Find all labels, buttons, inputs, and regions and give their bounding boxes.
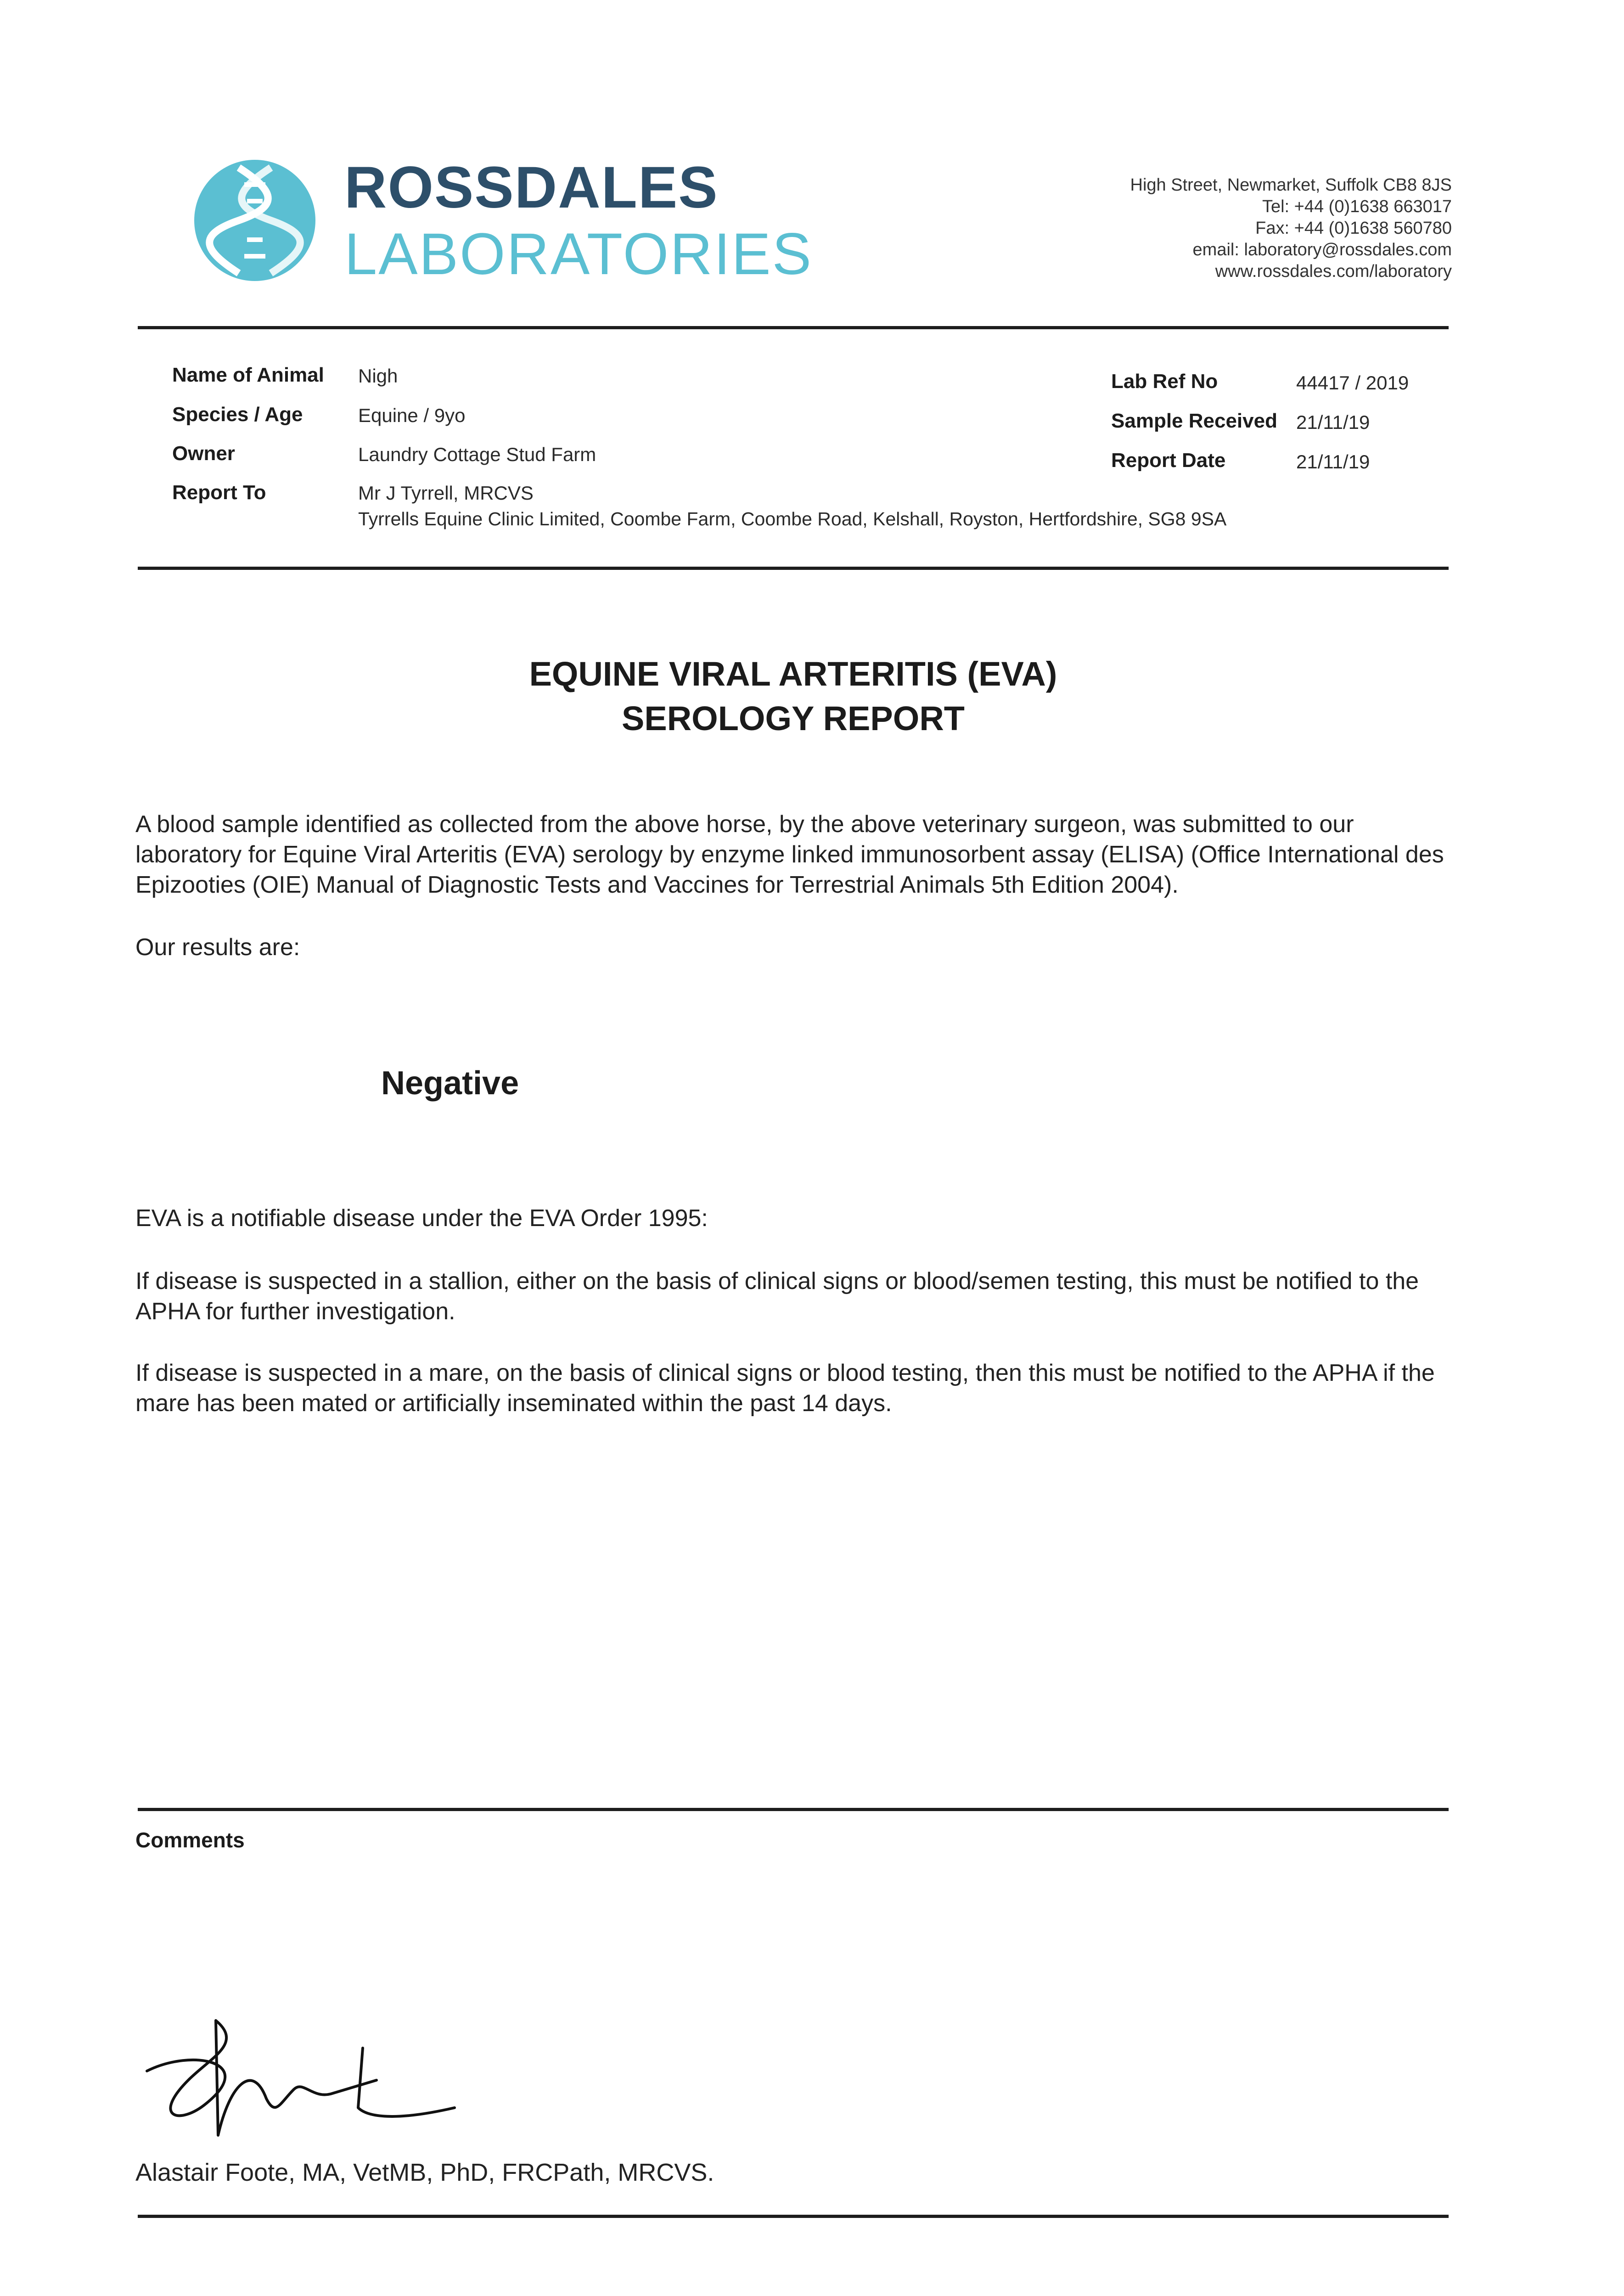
- email: email: laboratory@rossdales.com: [1192, 240, 1452, 259]
- report-to-label: Report To: [172, 481, 266, 504]
- header-divider: [138, 326, 1449, 329]
- comments-divider: [138, 1808, 1449, 1811]
- test-result: Negative: [381, 1065, 519, 1102]
- animal-label: Name of Animal: [172, 364, 324, 386]
- intro-paragraph: A blood sample identified as collected from the above horse, by the above veterinary surgeon, was submitted to our laboratory for Equine Viral Arteritis (EVA) serology by enzyme linked immunosorbent assay (ELISA) (Office International des Epizooties (OIE) Manual of Diagnostic Tests and Vaccines for Terrestrial Animals 5th Edition 2004).: [135, 811, 1444, 898]
- lab-ref-label: Lab Ref No: [1111, 370, 1218, 393]
- report-to-address: Tyrrells Equine Clinic Limited, Coombe Farm, Coombe Road, Kelshall, Royston, Hertfordshire, SG8 9SA: [358, 508, 1227, 529]
- details-divider: [138, 567, 1449, 570]
- notifiable-statement: EVA is a notifiable disease under the EVA Order 1995:: [135, 1205, 708, 1232]
- stallion-note: If disease is suspected in a stallion, either on the basis of clinical signs or blood/semen testing, this must be notified to the APHA for further investigation.: [135, 1268, 1419, 1325]
- address: High Street, Newmarket, Suffolk CB8 8JS: [1130, 175, 1452, 195]
- website: www.rossdales.com/laboratory: [1215, 262, 1452, 281]
- received-label: Sample Received: [1111, 410, 1277, 432]
- species-value: Equine / 9yo: [358, 405, 466, 426]
- brand-name: ROSSDALES: [344, 155, 719, 220]
- telephone: Tel: +44 (0)1638 663017: [1262, 197, 1452, 216]
- report-subtitle: SEROLOGY REPORT: [622, 699, 965, 737]
- report-to-name: Mr J Tyrrell, MRCVS: [358, 482, 534, 504]
- brand-subtitle: LABORATORIES: [344, 221, 813, 287]
- animal-value: Nigh: [358, 365, 398, 387]
- received-value: 21/11/19: [1296, 411, 1370, 433]
- results-intro: Our results are:: [135, 934, 300, 961]
- comments-label: Comments: [135, 1828, 245, 1852]
- signature-image: [138, 2011, 487, 2149]
- dna-logo-icon: [193, 156, 317, 285]
- contact-block: [1039, 174, 1452, 282]
- lab-ref-value: 44417 / 2019: [1296, 372, 1409, 394]
- owner-value: Laundry Cottage Stud Farm: [358, 444, 596, 465]
- report-date-value: 21/11/19: [1296, 451, 1370, 473]
- footer-divider: [138, 2215, 1449, 2218]
- report-date-label: Report Date: [1111, 449, 1226, 472]
- fax: Fax: +44 (0)1638 560780: [1255, 219, 1452, 238]
- mare-note: If disease is suspected in a mare, on the basis of clinical signs or blood testing, then this must be notified to the APHA if the mare has been mated or artificially inseminated within the past 14 days.: [135, 1360, 1435, 1417]
- signatory: Alastair Foote, MA, VetMB, PhD, FRCPath, MRCVS.: [135, 2159, 714, 2186]
- owner-label: Owner: [172, 442, 235, 465]
- species-label: Species / Age: [172, 403, 303, 426]
- report-title: EQUINE VIRAL ARTERITIS (EVA): [529, 655, 1057, 693]
